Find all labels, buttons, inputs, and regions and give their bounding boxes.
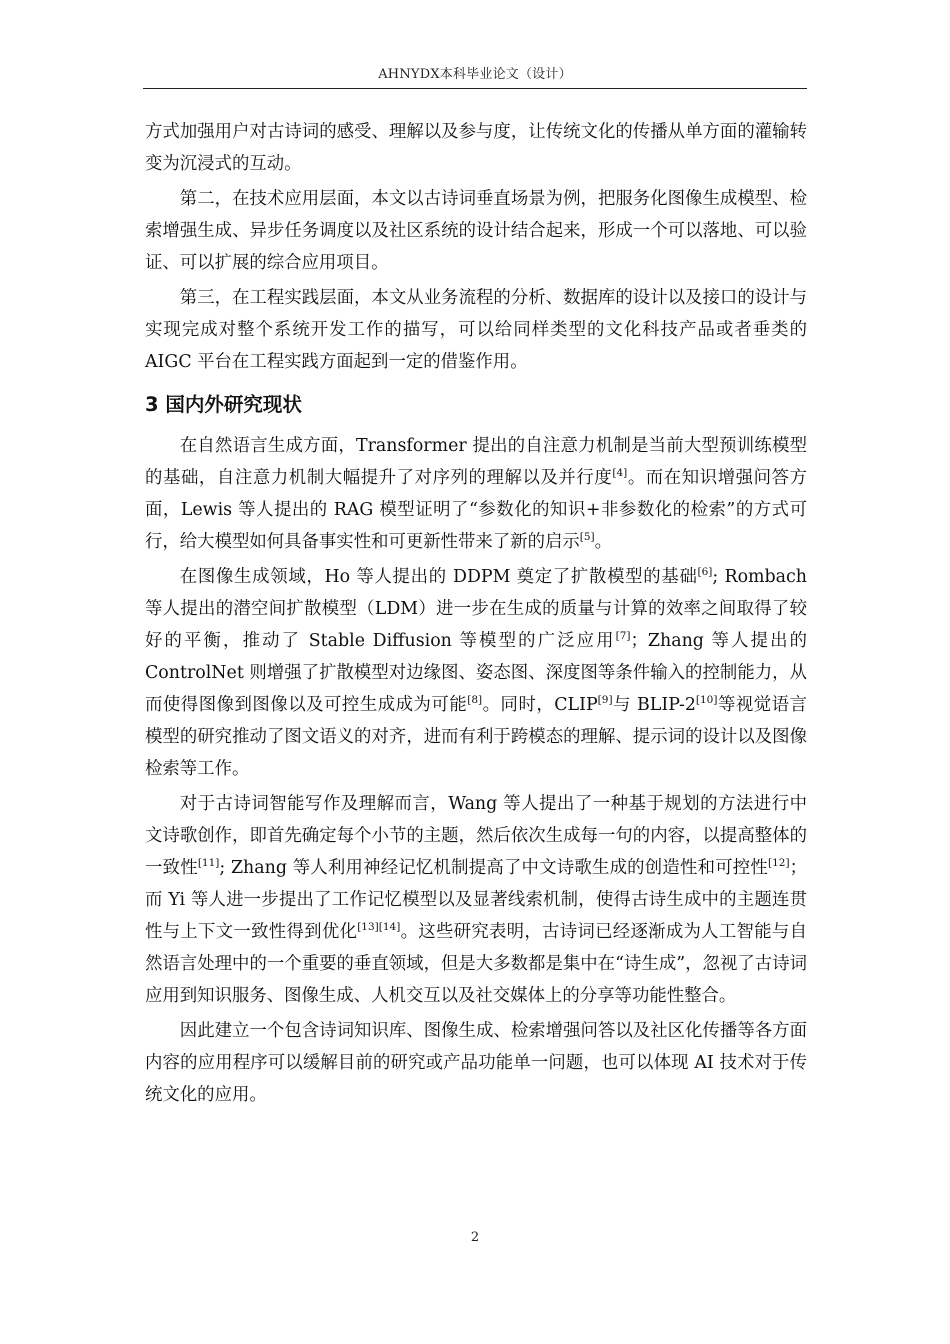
text: 与 BLIP-2 <box>612 695 696 715</box>
paragraph-4 <box>145 430 807 558</box>
text: ; Rombach 等人提出的潜空间扩散模型（LDM）进一步在生成的质量与计算的效率之间取得了较好的平衡，推动了 Stable Diffusion 等模型的广泛应用 <box>145 567 807 651</box>
citation: [5] <box>579 531 595 544</box>
text: 等视觉语言模型的研究推动了图文语义的对齐，进而有利于跨模态的理解、提示词的设计以及图像检索等工作。 <box>145 695 807 779</box>
citation: [7] <box>615 630 631 643</box>
paragraph-2: 第二，在技术应用层面，本文以古诗词垂直场景为例，把服务化图像生成模型、检索增强生成、异步任务调度以及社区系统的设计结合起来，形成一个可以落地、可以验证、可以扩展的综合应用项目。 <box>145 189 807 273</box>
text: 。 <box>594 532 613 552</box>
paragraph-1: 方式加强用户对古诗词的感受、理解以及参与度，让传统文化的传播从单方面的灌输转变为沉浸式的互动。 <box>145 122 807 174</box>
text: 。同时，CLIP <box>482 695 598 715</box>
paragraph-6 <box>145 788 807 1012</box>
text: ；Zhang 等人提出的 ControlNet 则增强了扩散模型对边缘图、姿态图、深度图等条件输入的控制能力，从而使得图像到图像以及可控生成成为可能 <box>145 631 808 715</box>
citation: [12] <box>768 857 790 870</box>
text: ；而 Yi 等人进一步提出了工作记忆模型以及显著线索机制，使得古诗生成中的主题连贯性与上下文一致性得到优化 <box>145 858 807 942</box>
text: 。而在知识增强问答方面，Lewis 等人提出的 RAG 模型证明了“参数化的知识+非参数化的检索”的方式可行，给大模型如何具备事实性和可更新性带来了新的启示 <box>145 468 807 552</box>
citation: [9] <box>597 694 613 707</box>
header-rule <box>143 88 807 89</box>
text: 对于古诗词智能写作及理解而言，Wang 等人提出了一种基于规划的方法进行中文诗歌创作，即首先确定每个小节的主题，然后依次生成每一句的内容，以提高整体的一致性 <box>145 794 807 878</box>
citation: [10] <box>695 694 718 707</box>
citation: [8] <box>467 694 483 707</box>
text: ; Zhang 等人利用神经记忆机制提高了中文诗歌生成的创造性和可控性 <box>219 858 769 878</box>
citation: [4] <box>612 467 628 480</box>
page-number: 2 <box>470 1230 480 1245</box>
citation: [11] <box>197 857 220 870</box>
citation: [13][14] <box>357 921 401 934</box>
text: 在图像生成领域，Ho 等人提出的 DDPM 奠定了扩散模型的基础 <box>179 567 698 587</box>
page-body <box>145 116 807 1114</box>
text: 。这些研究表明，古诗词已经逐渐成为人工智能与自然语言处理中的一个重要的垂直领域，但是大多数都是集中在“诗生成”，忽视了古诗词应用到知识服务、图像生成、人机交互以及社交媒体上的分享等功能性整合。 <box>145 922 807 1006</box>
paragraph-5 <box>145 561 807 785</box>
section-heading: 3 国内外研究现状 <box>145 393 302 416</box>
paragraph-7: 因此建立一个包含诗词知识库、图像生成、检索增强问答以及社区化传播等各方面内容的应用程序可以缓解目前的研究或产品功能单一问题，也可以体现 AI 技术对于传统文化的应用。 <box>145 1021 807 1105</box>
citation: [6] <box>697 566 713 579</box>
paragraph-3: 第三，在工程实践层面，本文从业务流程的分析、数据库的设计以及接口的设计与实现完成对整个系统开发工作的描写，可以给同样类型的文化科技产品或者垂类的 AIGC 平台在工程实践方面起到一定的借鉴作用。 <box>145 288 807 372</box>
page-header: AHNYDX本科毕业论文（设计） <box>378 67 572 82</box>
text: 在自然语言生成方面，Transformer 提出的自注意力机制是当前大型预训练模型的基础，自注意力机制大幅提升了对序列的理解以及并行度 <box>145 436 807 488</box>
